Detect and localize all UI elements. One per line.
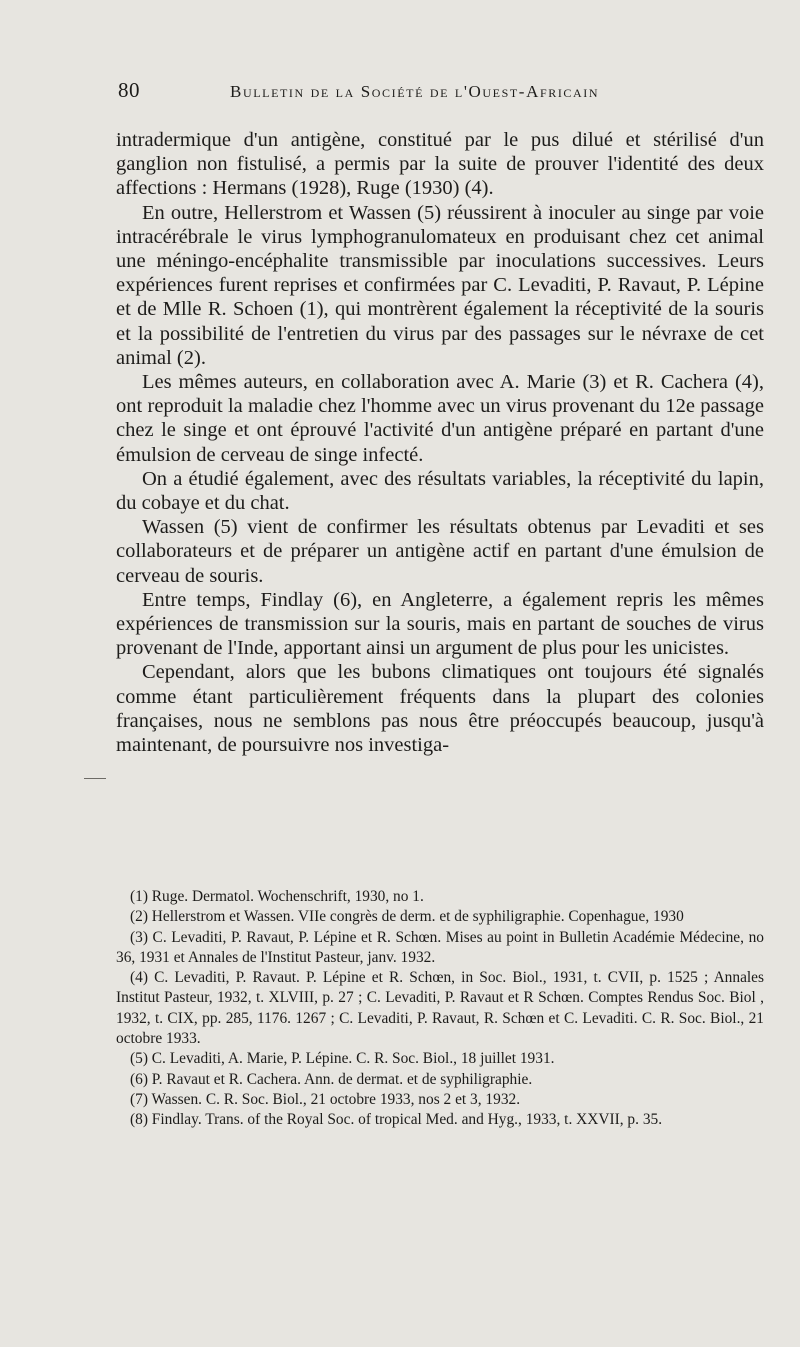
paragraph-2: En outre, Hellerstrom et Wassen (5) réussirent à inoculer au singe par voie intracérébrale le virus lymphogranulomateux en produisant chez cet animal une méningo-encéphalite transmissible par inoculations successives. Leurs expériences furent reprises et confirmées par C. Levaditi, P. Ravaut, P. Lépine et de Mlle R. Schoen (1), qui montrèrent également la réceptivité de la souris et la possibilité de l'entretien du virus par des passages sur le névraxe de cet animal (2). [116, 201, 764, 369]
paragraph-3: Les mêmes auteurs, en collaboration avec A. Marie (3) et R. Cachera (4), ont reproduit la maladie chez l'homme avec un virus provenant du 12e passage chez le singe et ont éprouvé l'activité d'un antigène préparé en partant d'une émulsion de cerveau de singe infecté. [116, 371, 764, 466]
paragraph-1: intradermique d'un antigène, constitué par le pus dilué et stérilisé d'un ganglion non fistulisé, a permis par la suite de prouver l'identité des deux affections : Hermans (1928), Ruge (1930) (4). [116, 129, 764, 200]
page-number: 80 [118, 78, 140, 102]
paragraph-6: Entre temps, Findlay (6), en Angleterre, a également repris les mêmes expériences de transmission sur la souris, mais en partant de souches de virus provenant de l'Inde, apportant ainsi un argument de plus pour les unicistes. [116, 588, 764, 660]
paragraph-4: On a étudié également, avec des résultats variables, la réceptivité du lapin, du cobaye et du chat. [116, 467, 764, 515]
footnote-6: (6) P. Ravaut et R. Cachera. Ann. de dermat. et de syphiligraphie. [130, 1070, 533, 1088]
footnote-3: (3) C. Levaditi, P. Ravaut, P. Lépine et R. Schœn. Mises au point in Bulletin Académie Médecine, no 36, 1931 et Annales de l'Institut Pasteur, janv. 1932. [116, 928, 764, 966]
footnote-1: (1) Ruge. Dermatol. Wochenschrift, 1930, no 1. [130, 888, 424, 905]
footnote-2: (2) Hellerstrom et Wassen. VIIe congrès de derm. et de syphiligraphie. Copenhague, 1930 [130, 908, 684, 926]
paragraph-5: Wassen (5) vient de confirmer les résultats obtenus par Levaditi et ses collaborateurs et de préparer un antigène actif en partant d'une émulsion de cerveau de souris. [116, 516, 764, 587]
margin-mark [84, 778, 106, 779]
footnotes [116, 887, 764, 1131]
running-head: Bulletin de la Société de l'Ouest-Africain [230, 82, 600, 101]
body-text [116, 128, 764, 757]
footnote-8: (8) Findlay. Trans. of the Royal Soc. of tropical Med. and Hyg., 1933, t. XXVII, p. 35. [130, 1111, 663, 1129]
footnote-7: (7) Wassen. C. R. Soc. Biol., 21 octobre 1933, nos 2 et 3, 1932. [130, 1090, 521, 1108]
footnote-5: (5) C. Levaditi, A. Marie, P. Lépine. C. R. Soc. Biol., 18 juillet 1931. [130, 1050, 555, 1068]
paragraph-7: Cependant, alors que les bubons climatiques ont toujours été signalés comme étant particulièrement fréquents dans la plupart des colonies françaises, nous ne semblons pas nous être préoccupés beaucoup, jusqu'à maintenant, de poursuivre nos investiga- [116, 661, 764, 757]
footnote-4: (4) C. Levaditi, P. Ravaut. P. Lépine et R. Schœn, in Soc. Biol., 1931, t. CVII, p. 1525 ; Annales Institut Pasteur, 1932, t. XLVIII, p. 27 ; C. Levaditi, P. Ravaut et R Schœn. Comptes Rendus Soc. Biol , 1932, t. CIX, pp. 285, 1176. 1267 ; C. Levaditi, P. Ravaut, R. Schœn et C. Levaditi. C. R. Soc. Biol., 21 octobre 1933. [116, 969, 764, 1048]
